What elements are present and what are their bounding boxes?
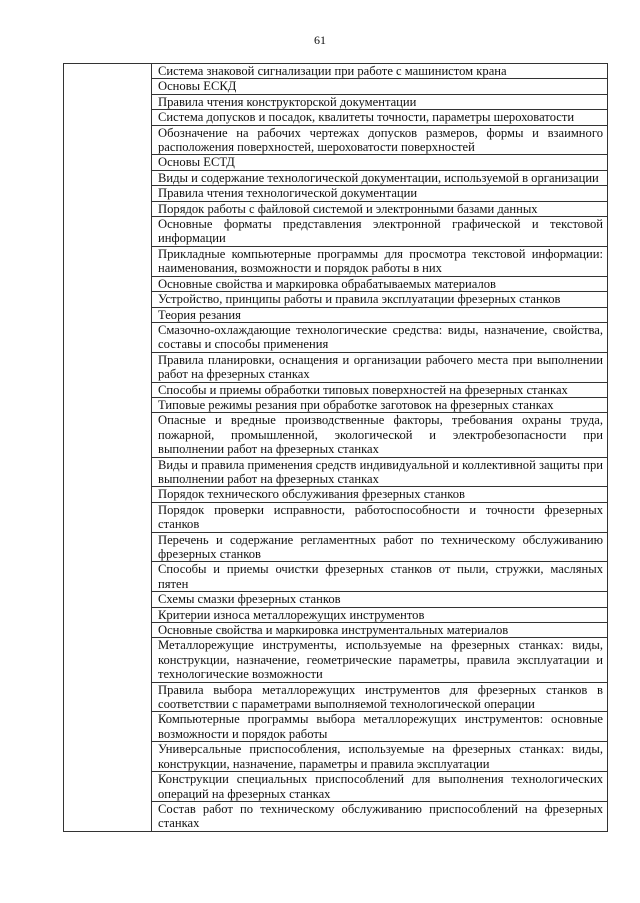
knowledge-item-cell: Способы и приемы обработки типовых поверхностей на фрезерных станках bbox=[152, 382, 608, 397]
knowledge-table bbox=[63, 63, 608, 832]
knowledge-item-cell: Состав работ по техническому обслуживанию приспособлений на фрезерных станках bbox=[152, 801, 608, 831]
knowledge-item-cell: Универсальные приспособления, используемые на фрезерных станках: виды, конструкции, назначение, параметры и правила эксплуатации bbox=[152, 742, 608, 772]
knowledge-item-cell: Правила планировки, оснащения и организации рабочего места при выполнении работ на фрезерных станках bbox=[152, 352, 608, 382]
knowledge-item-cell: Виды и содержание технологической документации, используемой в организации bbox=[152, 170, 608, 185]
empty-left-column-cell bbox=[64, 64, 152, 832]
page-number: 61 bbox=[314, 33, 326, 47]
knowledge-item-cell: Основные свойства и маркировка обрабатываемых материалов bbox=[152, 276, 608, 291]
knowledge-item-cell: Смазочно-охлаждающие технологические средства: виды, назначение, свойства, составы и способы применения bbox=[152, 322, 608, 352]
knowledge-item-cell: Система знаковой сигнализации при работе с машинистом крана bbox=[152, 64, 608, 79]
knowledge-item-cell: Обозначение на рабочих чертежах допусков размеров, формы и взаимного расположения поверхностей, шероховатости поверхностей bbox=[152, 125, 608, 155]
knowledge-item-cell: Типовые режимы резания при обработке заготовок на фрезерных станках bbox=[152, 397, 608, 412]
knowledge-item-cell: Основные свойства и маркировка инструментальных материалов bbox=[152, 623, 608, 638]
knowledge-item-cell: Порядок работы с файловой системой и электронными базами данных bbox=[152, 201, 608, 216]
knowledge-item-cell: Способы и приемы очистки фрезерных станков от пыли, стружки, масляных пятен bbox=[152, 562, 608, 592]
knowledge-item-cell: Основы ЕСТД bbox=[152, 155, 608, 170]
knowledge-item-cell: Порядок технического обслуживания фрезерных станков bbox=[152, 487, 608, 502]
knowledge-item-cell: Теория резания bbox=[152, 307, 608, 322]
knowledge-item-cell: Металлорежущие инструменты, используемые на фрезерных станках: виды, конструкции, назначение, геометрические параметры, правила эксплуатации и технологические возможности bbox=[152, 638, 608, 682]
knowledge-item-cell: Опасные и вредные производственные факторы, требования охраны труда, пожарной, промышленной, экологической и электробезопасности при выполнении работ на фрезерных станках bbox=[152, 413, 608, 457]
knowledge-item-cell: Порядок проверки исправности, работоспособности и точности фрезерных станков bbox=[152, 502, 608, 532]
knowledge-item-cell: Схемы смазки фрезерных станков bbox=[152, 592, 608, 607]
knowledge-item-cell: Виды и правила применения средств индивидуальной и коллективной защиты при выполнении работ на фрезерных станках bbox=[152, 457, 608, 487]
knowledge-item-cell: Правила чтения технологической документации bbox=[152, 186, 608, 201]
knowledge-table-body bbox=[64, 64, 608, 832]
knowledge-item-cell: Основные форматы представления электронной графической и текстовой информации bbox=[152, 217, 608, 247]
knowledge-item-cell: Устройство, принципы работы и правила эксплуатации фрезерных станков bbox=[152, 292, 608, 307]
knowledge-item-cell: Компьютерные программы выбора металлорежущих инструментов: основные возможности и порядок работы bbox=[152, 712, 608, 742]
knowledge-item-cell: Правила чтения конструкторской документации bbox=[152, 94, 608, 109]
knowledge-item-cell: Критерии износа металлорежущих инструментов bbox=[152, 607, 608, 622]
knowledge-item-cell: Правила выбора металлорежущих инструментов для фрезерных станков в соответствии с параметрами выполняемой технологической операции bbox=[152, 682, 608, 712]
table-row bbox=[64, 64, 608, 79]
knowledge-item-cell: Прикладные компьютерные программы для просмотра текстовой информации: наименования, возможности и порядок работы в них bbox=[152, 246, 608, 276]
knowledge-item-cell: Перечень и содержание регламентных работ по техническому обслуживанию фрезерных станков bbox=[152, 532, 608, 562]
knowledge-item-cell: Система допусков и посадок, квалитеты точности, параметры шероховатости bbox=[152, 110, 608, 125]
knowledge-item-cell: Основы ЕСКД bbox=[152, 79, 608, 94]
knowledge-item-cell: Конструкции специальных приспособлений для выполнения технологических операций на фрезерных станках bbox=[152, 772, 608, 802]
